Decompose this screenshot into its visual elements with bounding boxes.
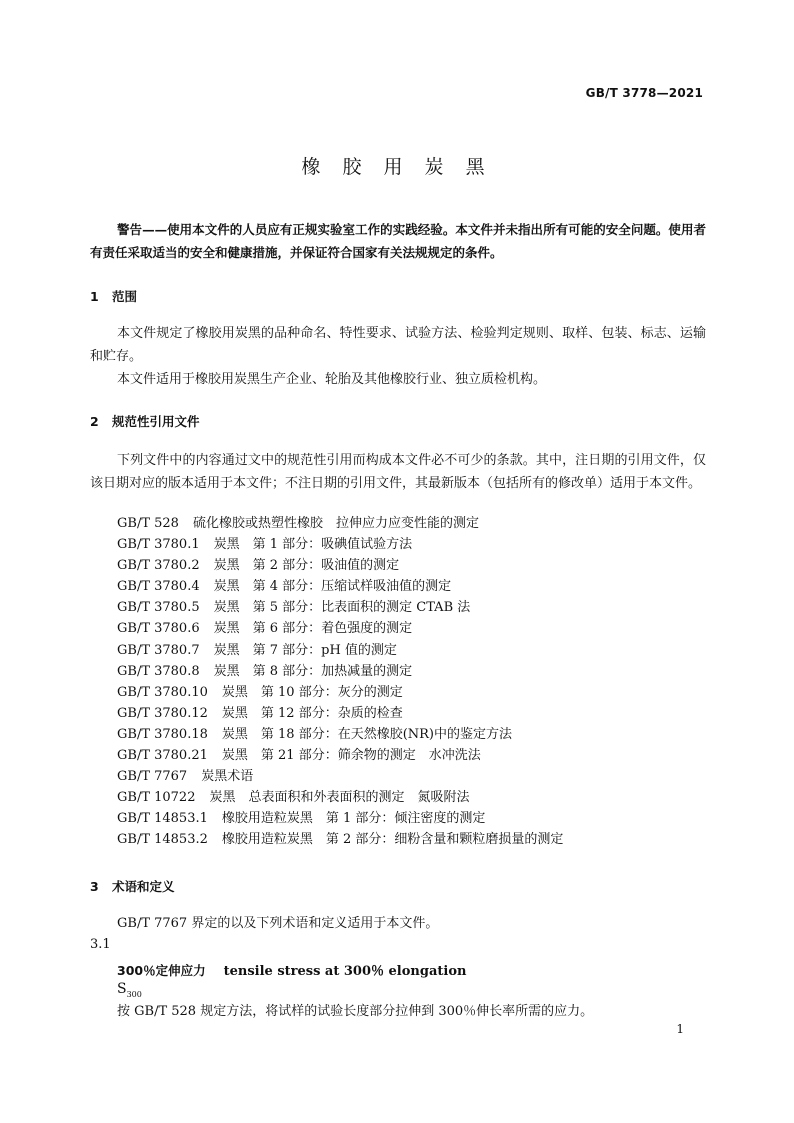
list-item — [117, 597, 563, 618]
reference-code: GB/T 3780.5 — [117, 600, 200, 616]
list-item — [117, 555, 563, 576]
section-title: 规范性引用文件 — [112, 414, 200, 429]
section-1-heading — [90, 287, 137, 305]
reference-title: 橡胶用造粒炭黑 第 1 部分：倾注密度的测定 — [221, 811, 486, 827]
reference-code: GB/T 3780.4 — [117, 579, 200, 595]
reference-code: GB/T 3780.2 — [117, 558, 200, 574]
symbol-subscript: 300 — [126, 989, 142, 999]
section-3-heading — [90, 877, 175, 895]
reference-title: 炭黑 第 8 部分：加热减量的测定 — [213, 663, 413, 679]
list-item — [117, 576, 563, 597]
reference-code: GB/T 3780.7 — [117, 642, 200, 658]
list-item — [117, 808, 563, 829]
section-number: 1 — [90, 289, 99, 304]
reference-code: GB/T 3780.21 — [117, 748, 208, 764]
reference-code: GB/T 7767 — [117, 769, 188, 785]
term-definition: 按 GB/T 528 规定方法，将试样的试验长度部分拉伸到 300％伸长率所需的应力。 — [117, 1004, 594, 1019]
reference-title: 橡胶用造粒炭黑 第 2 部分：细粉含量和颗粒磨损量的测定 — [221, 832, 564, 848]
scope-paragraph: 本文件规定了橡胶用炭黑的品种命名、特性要求、试验方法、检验判定规则、取样、包装、标志、运输和贮存。 — [90, 326, 706, 364]
reference-title: 炭黑 第 5 部分：比表面积的测定 CTAB 法 — [213, 600, 471, 616]
reference-code: GB/T 14853.1 — [117, 811, 208, 827]
reference-code: GB/T 10722 — [117, 790, 196, 806]
reference-title: 炭黑 第 21 部分：筛余物的测定 水冲洗法 — [221, 748, 481, 764]
reference-title: 炭黑 第 10 部分：灰分的测定 — [221, 684, 403, 700]
list-item — [117, 618, 563, 639]
reference-title: 炭黑 第 1 部分：吸碘值试验方法 — [213, 537, 413, 553]
list-item — [117, 640, 563, 661]
document-title: 橡 胶 用 炭 黑 — [301, 156, 493, 178]
list-item — [117, 682, 563, 703]
reference-list — [117, 513, 563, 851]
references-intro: 下列文件中的内容通过文中的规范性引用而构成本文件必不可少的条款。其中，注日期的引用文件，仅该日期对应的版本适用于本文件；不注日期的引用文件，其最新版本（包括所有的修改单）适用于本文件。 — [90, 453, 706, 491]
list-item — [117, 829, 563, 850]
reference-code: GB/T 3780.12 — [117, 705, 208, 721]
reference-code: GB/T 3780.8 — [117, 663, 200, 679]
reference-code: GB/T 3780.10 — [117, 684, 208, 700]
term-entry — [117, 960, 466, 979]
scope-paragraph: 本文件适用于橡胶用炭黑生产企业、轮胎及其他橡胶行业、独立质检机构。 — [117, 372, 547, 387]
list-item — [117, 745, 563, 766]
section-title: 术语和定义 — [112, 879, 175, 894]
list-item — [117, 513, 563, 534]
terms-intro: GB/T 7767 界定的以及下列术语和定义适用于本文件。 — [117, 916, 439, 931]
reference-title: 硫化橡胶或热塑性橡胶 拉伸应力应变性能的测定 — [192, 516, 479, 531]
reference-title: 炭黑 第 6 部分：着色强度的测定 — [213, 621, 413, 637]
section-number: 2 — [90, 414, 99, 429]
reference-title: 炭黑 第 12 部分：杂质的检查 — [221, 705, 403, 721]
term-name-zh: 300％定伸应力 — [117, 963, 206, 978]
reference-title: 炭黑术语 — [201, 769, 254, 785]
symbol-base: S — [117, 981, 127, 997]
reference-title: 炭黑 第 2 部分：吸油值的测定 — [213, 558, 400, 574]
section-title: 范围 — [112, 289, 138, 304]
reference-code: GB/T 14853.2 — [117, 832, 208, 848]
section-number: 3 — [90, 879, 99, 894]
page-number: 1 — [676, 1022, 684, 1036]
reference-code: GB/T 3780.6 — [117, 621, 200, 637]
section-2-heading — [90, 412, 200, 430]
list-item — [117, 661, 563, 682]
reference-title: 炭黑 第 7 部分：pH 值的测定 — [213, 642, 397, 658]
reference-code: GB/T 3780.18 — [117, 726, 208, 742]
list-item — [117, 703, 563, 724]
standard-code: GB/T 3778—2021 — [585, 86, 703, 100]
term-name-en: tensile stress at 300％ elongation — [223, 964, 467, 979]
reference-title: 炭黑 第 4 部分：压缩试样吸油值的测定 — [213, 579, 452, 595]
safety-warning: 警告——使用本文件的人员应有正规实验室工作的实践经验。本文件并未指出所有可能的安全问题。使用者有责任采取适当的安全和健康措施，并保证符合国家有关法规规定的条件。 — [90, 222, 706, 260]
list-item — [117, 766, 563, 787]
list-item — [117, 787, 563, 808]
reference-title: 炭黑 总表面积和外表面积的测定 氮吸附法 — [209, 790, 470, 806]
list-item — [117, 534, 563, 555]
term-number: 3.1 — [90, 937, 111, 952]
term-symbol — [117, 981, 142, 999]
list-item — [117, 724, 563, 745]
reference-code: GB/T 3780.1 — [117, 537, 200, 553]
reference-code: GB/T 528 — [117, 516, 179, 531]
reference-title: 炭黑 第 18 部分：在天然橡胶(NR)中的鉴定方法 — [221, 726, 513, 742]
